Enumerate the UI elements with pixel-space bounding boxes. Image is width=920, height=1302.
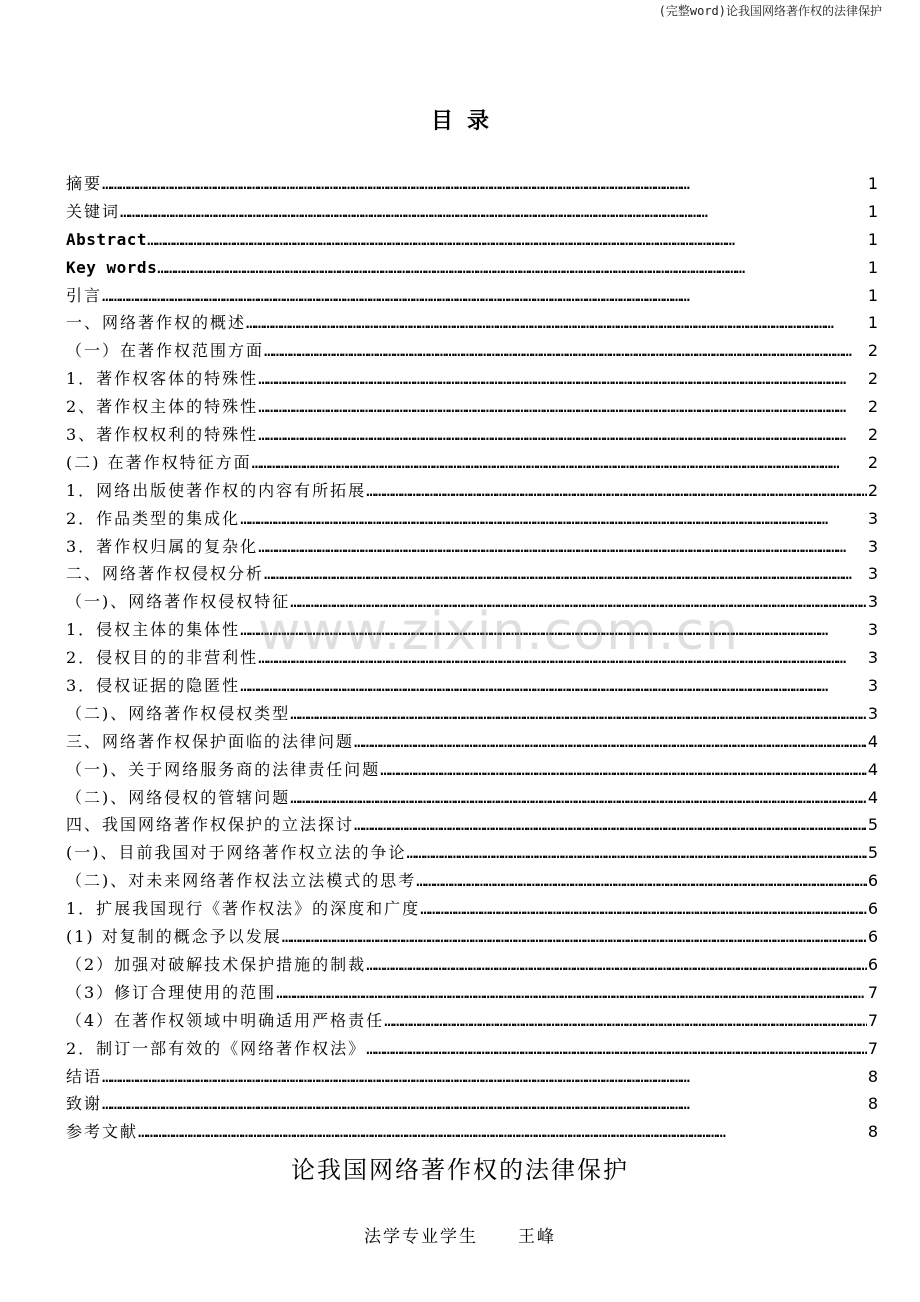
toc-entry[interactable] bbox=[66, 1063, 878, 1091]
toc-entry-text: （一)、网络著作权侵权特征 bbox=[66, 592, 291, 612]
toc-entry-page-number: 6 bbox=[867, 927, 878, 947]
toc-entry-page-number: 3 bbox=[867, 676, 878, 696]
toc-dot-leader bbox=[258, 533, 867, 561]
toc-entry[interactable] bbox=[66, 811, 878, 839]
toc-entry[interactable] bbox=[66, 756, 878, 784]
toc-entry[interactable] bbox=[66, 1007, 878, 1035]
toc-entry-text: 摘要 bbox=[66, 174, 103, 193]
toc-entry-text: 2．制订一部有效的《网络著作权法》 bbox=[66, 1038, 367, 1058]
toc-entry[interactable] bbox=[66, 1090, 878, 1118]
toc-entry-text: 3．著作权归属的复杂化 bbox=[66, 536, 259, 556]
toc-dot-leader bbox=[258, 644, 867, 672]
toc-dot-leader bbox=[290, 784, 867, 812]
toc-dot-leader bbox=[384, 1007, 867, 1035]
toc-entry-text: （二)、网络侵权的管辖问题 bbox=[66, 787, 291, 807]
toc-entry-page-number: 3 bbox=[867, 536, 878, 556]
toc-dot-leader bbox=[102, 170, 867, 198]
toc-dot-leader bbox=[157, 254, 867, 282]
toc-dot-leader bbox=[282, 923, 867, 951]
watermark: www.zixin.com.cn bbox=[258, 602, 739, 662]
toc-entry[interactable] bbox=[66, 1118, 878, 1146]
toc-entry-page-number: 6 bbox=[867, 871, 878, 891]
toc-entry-page-number: 7 bbox=[867, 982, 878, 1002]
toc-entry-page-number: 2 bbox=[867, 341, 878, 361]
toc-entry-text: 3、著作权权利的特殊性 bbox=[66, 425, 259, 445]
toc-entry[interactable] bbox=[66, 1035, 878, 1063]
toc-entry-text: 二、网络著作权侵权分析 bbox=[66, 564, 265, 584]
toc-entry-text: 一、网络著作权的概述 bbox=[66, 313, 247, 333]
author-line bbox=[0, 1222, 920, 1247]
toc-dot-leader bbox=[407, 839, 867, 867]
toc-entry-text: （一）在著作权范围方面 bbox=[66, 341, 265, 361]
toc-dot-leader bbox=[290, 588, 867, 616]
toc-title: 目录 bbox=[430, 109, 503, 134]
author-role: 法学专业学生 bbox=[364, 1227, 478, 1247]
toc-entry-text: 2．作品类型的集成化 bbox=[66, 508, 241, 528]
toc-entry-page-number: 2 bbox=[867, 397, 878, 417]
toc-dot-leader bbox=[264, 337, 867, 365]
toc-entry[interactable] bbox=[66, 839, 878, 867]
toc-entry-text: 关键词 bbox=[66, 201, 121, 221]
toc-dot-leader bbox=[258, 393, 867, 421]
toc-entry-page-number: 8 bbox=[867, 1122, 878, 1142]
toc-entry[interactable] bbox=[66, 784, 878, 812]
toc-entry[interactable] bbox=[66, 449, 878, 477]
toc-entry-text: 四、我国网络著作权保护的立法探讨 bbox=[66, 815, 355, 835]
toc-entry-text: 1．扩展我国现行《著作权法》的深度和广度 bbox=[66, 899, 421, 919]
toc-entry-page-number: 2 bbox=[867, 369, 878, 389]
toc-entry-page-number: 6 bbox=[867, 899, 878, 919]
toc-entry[interactable] bbox=[66, 393, 878, 421]
toc-entry[interactable] bbox=[66, 728, 878, 756]
toc-entry-text: （二)、网络著作权侵权类型 bbox=[66, 703, 291, 723]
toc-entry-page-number: 3 bbox=[867, 508, 878, 528]
toc-entry[interactable] bbox=[66, 644, 878, 672]
toc-entry-text: （二)、对未来网络著作权法立法模式的思考 bbox=[66, 871, 417, 891]
toc-entry-page-number: 3 bbox=[867, 592, 878, 612]
toc-entry-text: 2．侵权目的的非营利性 bbox=[66, 648, 259, 668]
toc-entry-page-number: 5 bbox=[867, 815, 878, 835]
toc-entry[interactable] bbox=[66, 282, 878, 310]
toc-entry[interactable] bbox=[66, 672, 878, 700]
toc-entry[interactable] bbox=[66, 867, 878, 895]
toc-entry-page-number: 5 bbox=[867, 843, 878, 863]
toc-entry-page-number: 4 bbox=[867, 759, 878, 779]
toc-entry[interactable] bbox=[66, 198, 878, 226]
toc-entry-text: （一)、关于网络服务商的法律责任问题 bbox=[66, 759, 381, 779]
toc-entry-page-number: 2 bbox=[867, 480, 878, 500]
toc-entry-page-number: 3 bbox=[867, 564, 878, 584]
toc-dot-leader bbox=[276, 979, 867, 1007]
toc-entry-text: 结语 bbox=[66, 1066, 103, 1086]
toc-dot-leader bbox=[380, 756, 867, 784]
toc-entry[interactable] bbox=[66, 505, 878, 533]
toc-dot-leader bbox=[354, 811, 867, 839]
toc-entry-page-number: 1 bbox=[867, 285, 878, 305]
toc-entry-text: 三、网络著作权保护面临的法律问题 bbox=[66, 731, 355, 751]
toc-entry-page-number: 8 bbox=[867, 1066, 878, 1086]
toc-dot-leader bbox=[258, 421, 867, 449]
toc-entry[interactable] bbox=[66, 226, 878, 254]
toc-entry[interactable] bbox=[66, 588, 878, 616]
toc-entry-page-number: 1 bbox=[867, 174, 878, 193]
toc-entry[interactable] bbox=[66, 337, 878, 365]
toc-entry[interactable] bbox=[66, 700, 878, 728]
author-name: 王峰 bbox=[518, 1227, 556, 1247]
running-header: (完整word)论我国网络著作权的法律保护 bbox=[658, 4, 882, 18]
toc-entry-page-number: 4 bbox=[867, 731, 878, 751]
toc-entry-text: 1．网络出版使著作权的内容有所拓展 bbox=[66, 480, 367, 500]
toc-dot-leader bbox=[420, 895, 867, 923]
toc-entry[interactable] bbox=[66, 421, 878, 449]
toc-entry-page-number: 7 bbox=[867, 1038, 878, 1058]
toc-entry[interactable] bbox=[66, 923, 878, 951]
toc-dot-leader bbox=[416, 867, 867, 895]
toc-entry-text: Abstract bbox=[66, 229, 148, 249]
toc-entry-page-number: 6 bbox=[867, 954, 878, 974]
toc-dot-leader bbox=[147, 226, 867, 254]
toc-entry[interactable] bbox=[66, 560, 878, 588]
toc-entry-text: (一)、目前我国对于网络著作权立法的争论 bbox=[66, 843, 407, 863]
toc-entry-page-number: 7 bbox=[867, 1010, 878, 1030]
toc-entry-text: Key words bbox=[66, 257, 158, 277]
toc-dot-leader bbox=[240, 616, 867, 644]
toc-entry-text: （2）加强对破解技术保护措施的制裁 bbox=[66, 954, 367, 974]
toc-entry-page-number: 3 bbox=[867, 620, 878, 640]
toc-entry[interactable] bbox=[66, 951, 878, 979]
toc-dot-leader bbox=[102, 1090, 867, 1118]
toc-entry[interactable] bbox=[66, 170, 878, 198]
toc-dot-leader bbox=[252, 449, 867, 477]
toc-entry[interactable] bbox=[66, 477, 878, 505]
toc-dot-leader bbox=[290, 700, 867, 728]
toc-entry-page-number: 2 bbox=[867, 452, 878, 472]
toc-entry-text: 1．著作权客体的特殊性 bbox=[66, 369, 259, 389]
article-title: 论我国网络著作权的法律保护 bbox=[291, 1156, 629, 1184]
toc-dot-leader bbox=[102, 1063, 867, 1091]
toc-entry-text: （3）修订合理使用的范围 bbox=[66, 982, 277, 1002]
toc-dot-leader bbox=[354, 728, 867, 756]
toc-dot-leader bbox=[366, 477, 867, 505]
toc-entry[interactable] bbox=[66, 533, 878, 561]
toc-dot-leader bbox=[264, 560, 867, 588]
toc-dot-leader bbox=[240, 672, 867, 700]
toc-entry-text: 引言 bbox=[66, 285, 103, 305]
toc-entry-page-number: 1 bbox=[867, 229, 878, 249]
toc-entry[interactable] bbox=[66, 616, 878, 644]
table-of-contents bbox=[66, 170, 878, 1146]
toc-dot-leader bbox=[366, 1035, 867, 1063]
toc-entry-text: 致谢 bbox=[66, 1094, 103, 1114]
toc-entry-text: 1．侵权主体的集体性 bbox=[66, 620, 241, 640]
toc-entry-text: 2、著作权主体的特殊性 bbox=[66, 397, 259, 417]
toc-entry-page-number: 4 bbox=[867, 787, 878, 807]
toc-entry-page-number: 1 bbox=[867, 313, 878, 333]
toc-entry-text: 参考文献 bbox=[66, 1122, 139, 1142]
toc-dot-leader bbox=[120, 198, 867, 226]
toc-entry-page-number: 1 bbox=[867, 201, 878, 221]
toc-entry[interactable] bbox=[66, 895, 878, 923]
toc-entry-text: (1) 对复制的概念予以发展 bbox=[66, 927, 282, 947]
toc-entry[interactable] bbox=[66, 365, 878, 393]
toc-entry-page-number: 3 bbox=[867, 648, 878, 668]
toc-entry[interactable] bbox=[66, 979, 878, 1007]
toc-entry-page-number: 1 bbox=[867, 257, 878, 277]
toc-dot-leader bbox=[366, 951, 867, 979]
toc-entry-text: 3．侵权证据的隐匿性 bbox=[66, 676, 241, 696]
toc-entry-page-number: 2 bbox=[867, 425, 878, 445]
toc-dot-leader bbox=[138, 1118, 867, 1146]
toc-entry-page-number: 8 bbox=[867, 1094, 878, 1114]
toc-dot-leader bbox=[258, 365, 867, 393]
toc-entry[interactable] bbox=[66, 309, 878, 337]
toc-dot-leader bbox=[240, 505, 867, 533]
toc-dot-leader bbox=[246, 309, 867, 337]
toc-entry-text: （4）在著作权领域中明确适用严格责任 bbox=[66, 1010, 385, 1030]
toc-entry-page-number: 3 bbox=[867, 703, 878, 723]
toc-dot-leader bbox=[102, 282, 867, 310]
toc-entry-text: (二) 在著作权特征方面 bbox=[66, 452, 252, 472]
toc-entry[interactable] bbox=[66, 254, 878, 282]
